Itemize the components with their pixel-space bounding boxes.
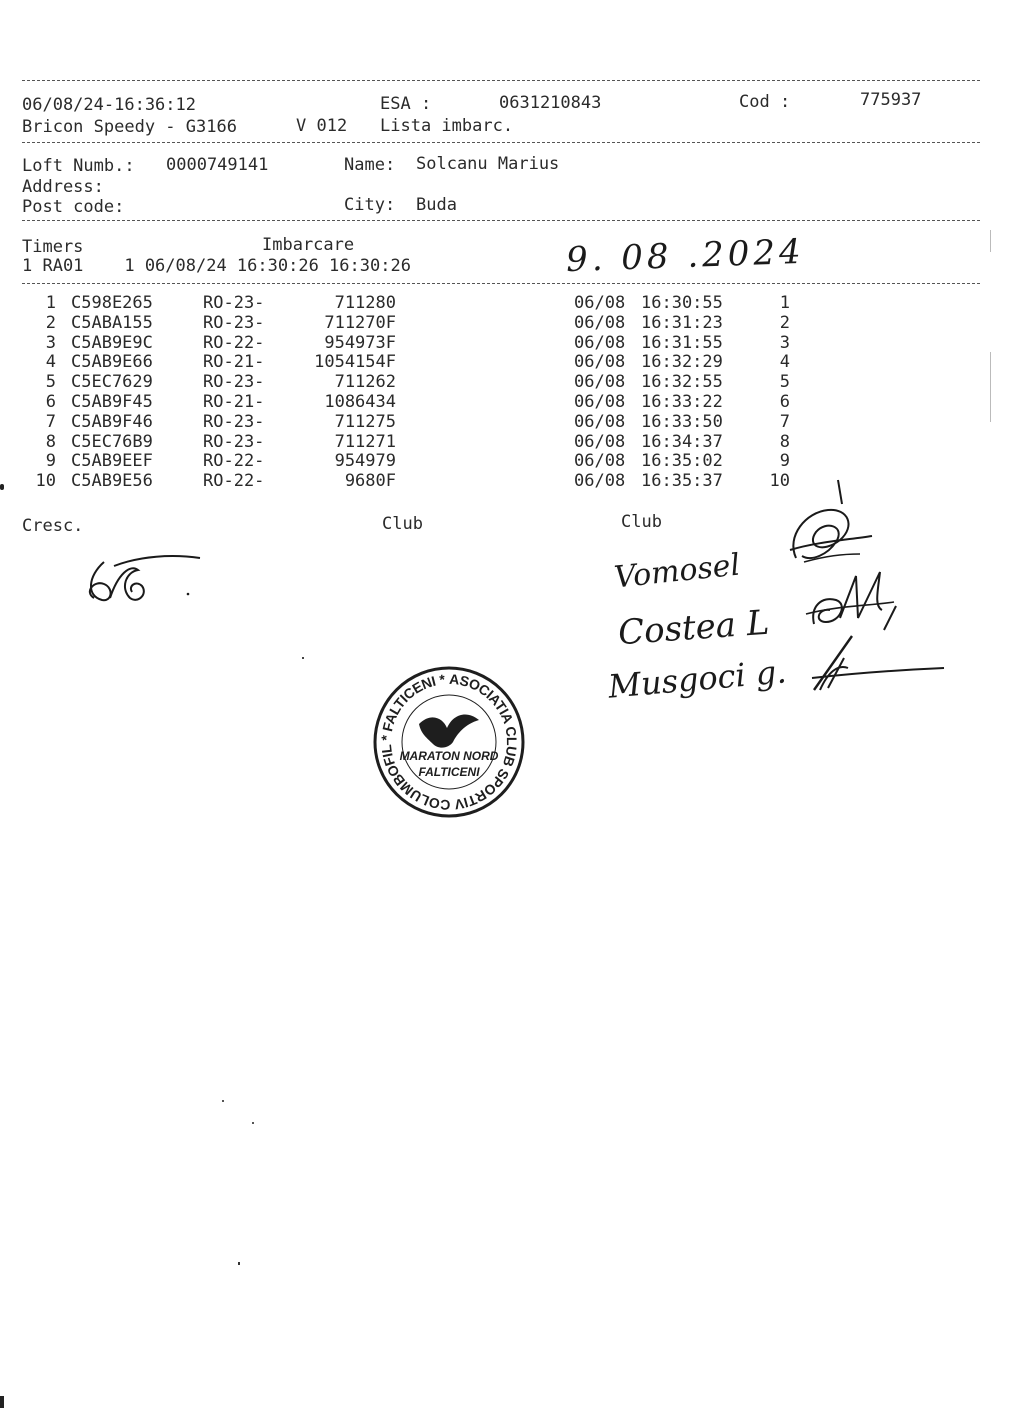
pigeon-series: RO-22- xyxy=(203,332,265,353)
pigeon-pos: 4 xyxy=(779,352,790,373)
pigeon-series: RO-23- xyxy=(203,411,265,432)
timers-label: Timers xyxy=(22,237,84,257)
club-sig-name-2: Costea L xyxy=(616,602,771,654)
pigeon-id: C5AB9F46 xyxy=(71,411,153,432)
pigeon-row xyxy=(0,392,1024,412)
pigeon-id: C5AB9E56 xyxy=(71,471,153,492)
cresc-label: Cresc. xyxy=(22,516,84,536)
pigeon-row xyxy=(0,352,1024,372)
club-label-2: Club xyxy=(621,512,662,532)
cod-label: Cod : xyxy=(739,92,791,112)
pigeon-pos: 5 xyxy=(779,372,790,393)
speck-4 xyxy=(252,1122,254,1124)
pigeon-pos: 9 xyxy=(779,451,790,472)
pigeon-time: 16:31:55 xyxy=(641,332,723,353)
pigeon-row xyxy=(0,451,1024,471)
pigeon-time: 16:33:22 xyxy=(641,392,723,412)
divider-top xyxy=(22,80,980,81)
pigeon-time: 16:31:23 xyxy=(641,312,723,333)
club-sig-name-3: Musgoci g. xyxy=(606,652,788,706)
pigeon-n: 1 xyxy=(45,293,56,313)
pigeon-id: C5AB9EEF xyxy=(71,451,153,472)
pigeon-date: 06/08 xyxy=(574,372,626,393)
pigeon-row xyxy=(0,293,1024,313)
cod-value: 775937 xyxy=(860,90,922,110)
svg-text:MARATON NORD: MARATON NORD xyxy=(399,749,499,763)
divider-3 xyxy=(22,220,980,221)
club-sig-name-1: Vomosel xyxy=(612,547,742,596)
svg-text:FALTICENI: FALTICENI xyxy=(418,765,480,779)
pigeon-date: 06/08 xyxy=(574,352,626,373)
pigeon-n: 4 xyxy=(45,352,56,373)
pigeon-pos: 8 xyxy=(779,431,790,452)
imbarcare-label: Imbarcare xyxy=(262,235,355,255)
pigeon-id: C5ABA155 xyxy=(71,312,153,333)
pigeon-id: C5AB9E9C xyxy=(71,332,153,353)
right-edge-line-2 xyxy=(990,352,991,422)
pigeon-pos: 1 xyxy=(779,293,790,313)
club-signature-3 xyxy=(808,628,948,698)
version: V 012 xyxy=(296,116,348,136)
speck-1 xyxy=(302,657,304,659)
postcode-label: Post code: xyxy=(22,197,125,217)
pigeon-ring: 9680F xyxy=(344,471,396,492)
pigeon-date: 06/08 xyxy=(574,293,626,313)
pigeon-date: 06/08 xyxy=(574,451,626,472)
pigeon-time: 16:35:02 xyxy=(641,451,723,472)
left-edge-mark xyxy=(0,1396,4,1408)
pigeon-ring: 711270F xyxy=(324,312,396,333)
loft-label: Loft Numb.: xyxy=(22,156,135,176)
loft-number: 0000749141 xyxy=(166,155,269,175)
pigeon-list xyxy=(0,293,1024,493)
address-label: Address: xyxy=(22,177,104,197)
pigeon-row xyxy=(0,372,1024,392)
pigeon-pos: 2 xyxy=(779,312,790,333)
pigeon-ring: 1054154F xyxy=(314,352,396,373)
city-label: City: xyxy=(344,195,396,215)
pigeon-time: 16:34:37 xyxy=(641,431,723,452)
pigeon-ring: 711262 xyxy=(334,372,396,393)
club-label-1: Club xyxy=(382,514,423,534)
pigeon-n: 6 xyxy=(45,392,56,412)
pigeon-n: 5 xyxy=(45,372,56,393)
pigeon-date: 06/08 xyxy=(574,392,626,412)
pigeon-date: 06/08 xyxy=(574,312,626,333)
pigeon-time: 16:32:55 xyxy=(641,372,723,393)
speck-2 xyxy=(238,1262,240,1265)
pigeon-ring: 1086434 xyxy=(324,392,396,412)
pigeon-series: RO-22- xyxy=(203,471,265,492)
pigeon-id: C5AB9F45 xyxy=(71,392,153,412)
handwritten-date: 9. 08 .2024 xyxy=(565,231,806,281)
pigeon-series: RO-21- xyxy=(203,352,265,373)
svg-text:ASOCIATIA CLUB SPORTIV COLUMBO: ASOCIATIA CLUB SPORTIV COLUMBOFIL * FALTICENI * xyxy=(377,670,521,814)
pigeon-n: 2 xyxy=(45,312,56,333)
pigeon-ring: 954973F xyxy=(324,332,396,353)
pigeon-series: RO-22- xyxy=(203,451,265,472)
esa-value: 0631210843 xyxy=(499,93,602,113)
pigeon-date: 06/08 xyxy=(574,471,626,492)
pigeon-row xyxy=(0,432,1024,452)
list-title: Lista imbarc. xyxy=(380,116,514,136)
pigeon-n: 9 xyxy=(45,451,56,472)
pigeon-pos: 3 xyxy=(779,332,790,353)
city-value: Buda xyxy=(416,195,457,215)
pigeon-n: 7 xyxy=(45,411,56,432)
pigeon-n: 8 xyxy=(45,431,56,452)
esa-label: ESA : xyxy=(380,94,432,114)
pigeon-pos: 10 xyxy=(769,471,790,492)
pigeon-series: RO-21- xyxy=(203,392,265,412)
pigeon-ring: 711275 xyxy=(334,411,396,432)
pigeon-date: 06/08 xyxy=(574,332,626,353)
pigeon-time: 16:35:37 xyxy=(641,471,723,492)
pigeon-ring: 711271 xyxy=(334,431,396,452)
club-signature-2 xyxy=(800,566,900,636)
pigeon-pos: 6 xyxy=(779,392,790,412)
pigeon-time: 16:30:55 xyxy=(641,293,723,313)
right-edge-line-1 xyxy=(990,230,991,252)
pigeon-n: 10 xyxy=(35,471,56,492)
pigeon-series: RO-23- xyxy=(203,312,265,333)
pigeon-id: C5EC7629 xyxy=(71,372,153,393)
timer-line: 1 RA01 1 06/08/24 16:30:26 16:30:26 xyxy=(22,256,411,276)
speck-3 xyxy=(222,1100,224,1102)
pigeon-id: C5EC76B9 xyxy=(71,431,153,452)
pigeon-ring: 954979 xyxy=(334,451,396,472)
pigeon-pos: 7 xyxy=(779,411,790,432)
device-name: Bricon Speedy - G3166 xyxy=(22,117,237,137)
pigeon-id: C598E265 xyxy=(71,293,153,313)
club-signature-1 xyxy=(776,476,876,576)
pigeon-row xyxy=(0,412,1024,432)
pigeon-time: 16:33:50 xyxy=(641,411,723,432)
pigeon-id: C5AB9E66 xyxy=(71,352,153,373)
left-edge-dot xyxy=(0,484,4,490)
pigeon-row xyxy=(0,313,1024,333)
divider-4 xyxy=(22,283,980,284)
pigeon-ring: 711280 xyxy=(334,293,396,313)
pigeon-date: 06/08 xyxy=(574,431,626,452)
name-label: Name: xyxy=(344,155,396,175)
pigeon-series: RO-23- xyxy=(203,372,265,393)
pigeon-n: 3 xyxy=(45,332,56,353)
pigeon-time: 16:32:29 xyxy=(641,352,723,373)
breeder-signature xyxy=(80,552,210,612)
owner-name: Solcanu Marius xyxy=(416,154,560,174)
print-timestamp: 06/08/24-16:36:12 xyxy=(22,95,196,115)
pigeon-date: 06/08 xyxy=(574,411,626,432)
pigeon-series: RO-23- xyxy=(203,293,265,313)
club-stamp xyxy=(369,662,529,822)
pigeon-row xyxy=(0,333,1024,353)
pigeon-series: RO-23- xyxy=(203,431,265,452)
divider-2 xyxy=(22,142,980,143)
